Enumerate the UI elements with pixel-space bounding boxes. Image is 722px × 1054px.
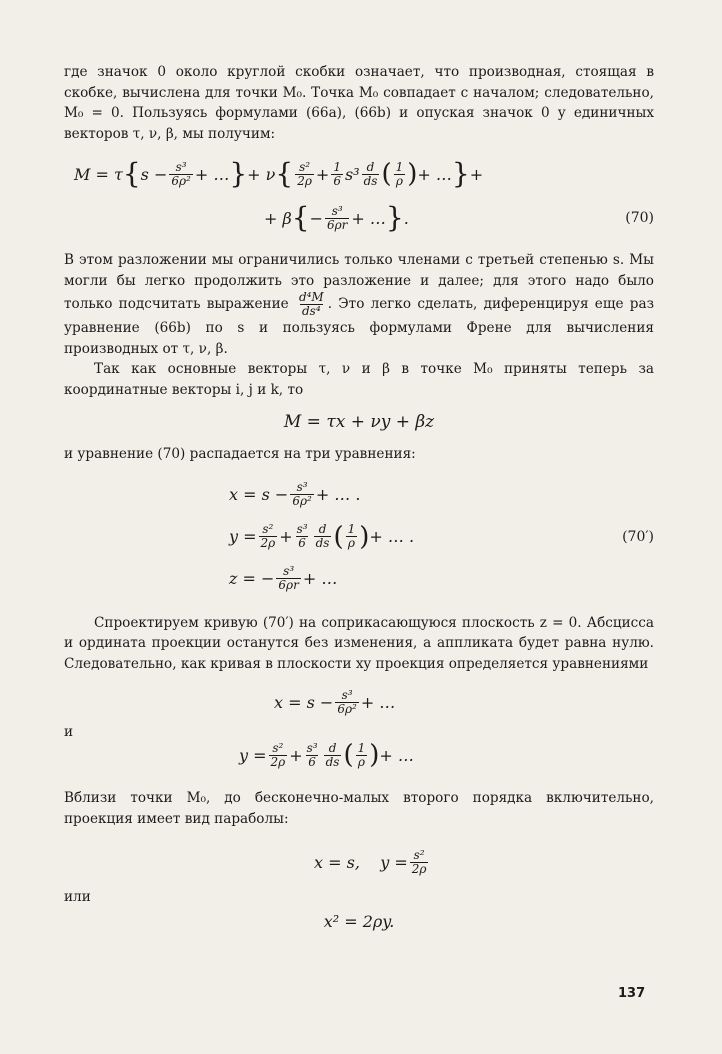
equation-parabola: x² = 2ρy.	[323, 911, 395, 931]
equation-number: (70)	[625, 210, 654, 226]
equation-70: M = τ { s − $\frac{\text{s³}}{\text{6ρ²}}$ + … } + ν { $\frac{\text{s²}}{2\rho}$ + $\frac{1}{6}$ s³ $\frac{d}{ds}$ ( $\frac{1}{\rho}$ ) + … } + + β { − $\frac{\text{s³}}{6\rho r}$ + … } . (70)	[74, 157, 654, 234]
equation-parabola-param: x = s, y = $\frac{\text{s²}}{2\rho}$	[314, 847, 427, 876]
equation-number: (70′)	[622, 528, 654, 545]
page-body	[64, 62, 654, 931]
page-number: 137	[618, 986, 646, 1001]
equation-M: M = τx + νy + βz	[283, 412, 435, 432]
conjunction-and: и	[64, 724, 74, 740]
conjunction-or: или	[64, 889, 91, 905]
paragraph-3: Так как основные векторы τ, ν и β в точке M₀ приняты теперь за координатные векторы i, j и k, то	[64, 361, 654, 398]
projection-equations: x = s − $\frac{\text{s³}}{\text{6ρ²}}$ + … и y = $\frac{\text{s²}}{2\rho}$ + $\frac{\text{s³}}{6}$ $\frac{d}{ds}$ ( $\frac{1}{\rho}$ ) + …	[64, 682, 654, 780]
paragraph-1: где значок 0 около круглой скобки означает, что производная, стоящая в скобке, вычислена для точки M₀. Точка M₀ совпадает с началом; следовательно, M₀ = 0. Пользуясь формулами (66a), (66b) и опуская значок 0 у единичных векторов τ, ν, β, мы получим:	[64, 64, 654, 142]
equation-70-prime: x = s − $\frac{\text{s³}}{\text{6ρ²}}$ + … . y = $\frac{\text{s²}}{2\rho}$ + $\frac{\text{s³}}{6}$ $\frac{d}{ds}$ ( $\frac{1}{\rho}$ ) + … . (70′) z = − $\frac{\text{s³}}{6\rho r}$ + …	[229, 480, 654, 592]
paragraph-2: В этом разложении мы ограничились только членами с третьей степенью s. Мы могли бы легко продолжить это разложение и далее; для этого надо было только подсчитать выражение $\frac{\text{d⁴M}}{\text{ds⁴}}$ . Это легко сделать, диференцируя еще раз уравнение (66b) по s и пользуясь формулами Френе для вычисления производных от τ, ν, β.	[64, 252, 654, 357]
paragraph-5: Спроектируем кривую (70′) на соприкасающуюся плоскость z = 0. Абсцисса и ордината проекции останутся без изменения, а аппликата будет равна нулю. Следовательно, как кривая в плоскости xy проекция определяется уравнениями	[64, 614, 654, 672]
paragraph-4: и уравнение (70) распадается на три уравнения:	[64, 446, 416, 462]
paragraph-6: Вблизи точки M₀, до бесконечно-малых второго порядка включительно, проекция имеет вид параболы:	[64, 790, 654, 827]
